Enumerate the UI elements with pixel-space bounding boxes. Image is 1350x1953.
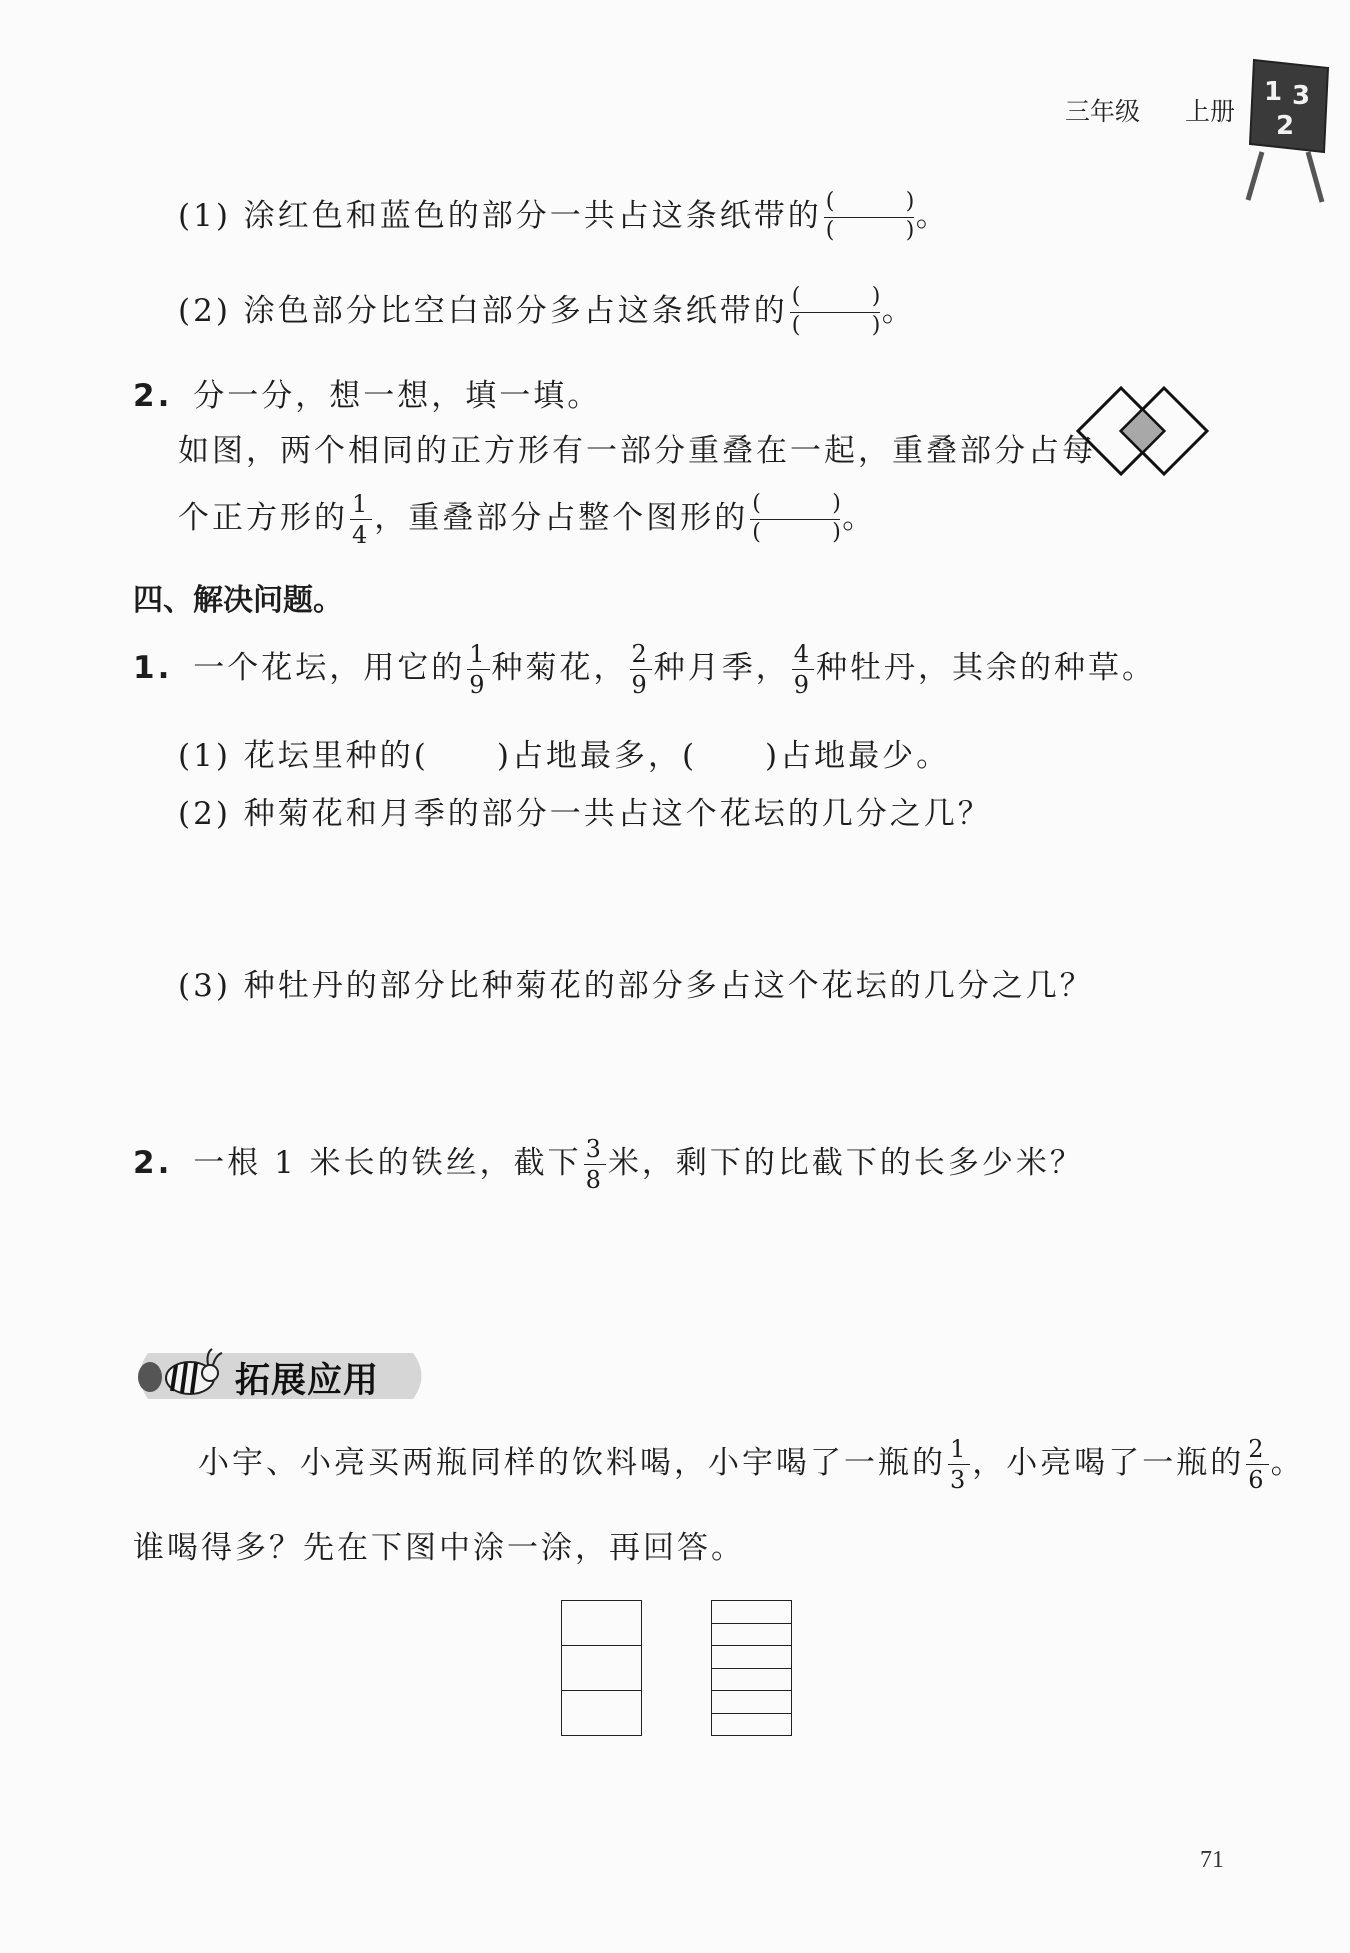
bottle-cell[interactable] bbox=[712, 1624, 791, 1647]
p1-sub3: (3) 种牡丹的部分比种菊花的部分多占这个花坛的几分之几？ bbox=[178, 968, 1094, 1004]
answer-blank-fraction[interactable]: ( ) ( ) bbox=[825, 189, 918, 243]
fraction-2-9: $\frac{2}{9}$ bbox=[631, 640, 650, 699]
q2-instruction: 分一分，想一想，填一填。 bbox=[193, 378, 602, 414]
q1-sub2-text: 涂色部分比空白部分多占这条纸带的 bbox=[243, 293, 788, 329]
fraction-1-3: $\frac{1}{3}$ bbox=[950, 1435, 969, 1494]
q2-line1: 如图，两个相同的正方形有一部分重叠在一起，重叠部分占每 bbox=[178, 433, 1096, 469]
q1-sub2: (2) 涂色部分比空白部分多占这条纸带的 ( ) ( ) 。 bbox=[178, 284, 916, 338]
page-number: 71 bbox=[1200, 1847, 1224, 1873]
p2-answer-area[interactable] bbox=[178, 1200, 1138, 1320]
volume-label: 上册 bbox=[1185, 97, 1236, 126]
bottle-cell[interactable] bbox=[562, 1646, 641, 1691]
p1-number: 1. bbox=[133, 650, 173, 686]
extension-line1: 小宇、小亮买两瓶同样的饮料喝，小宇喝了一瓶的 $\frac{1}{3}$ ，小亮喝了一瓶的 $\frac{2}{6}$ 。 bbox=[198, 1435, 1305, 1494]
bottle-cell[interactable] bbox=[562, 1601, 641, 1646]
badge-digit-1: 1 bbox=[1264, 77, 1283, 107]
fraction-one-quarter: $\frac{1}{4}$ bbox=[352, 490, 371, 549]
badge-digit-2: 2 bbox=[1276, 111, 1295, 141]
p1-statement: 1. 一个花坛，用它的 $\frac{1}{9}$ 种菊花， $\frac{2}{9}$ 种月季， $\frac{4}{9}$ 种牡丹，其余的种草。 bbox=[133, 640, 1157, 699]
grade-label: 三年级 bbox=[1065, 97, 1141, 126]
fraction-4-9: $\frac{4}{9}$ bbox=[793, 640, 813, 699]
p1-sub2: (2) 种菊花和月季的部分一共占这个花坛的几分之几？ bbox=[178, 796, 992, 832]
q2-heading bbox=[133, 370, 601, 415]
q2-line2: 个正方形的 $\frac{1}{4}$ ，重叠部分占整个图形的 ( ) ( ) 。 bbox=[178, 490, 877, 549]
q1-sub2-label: (2) bbox=[178, 293, 231, 329]
p1-sub1: (1) 花坛里种的( )占地最多，( )占地最少。 bbox=[178, 738, 951, 774]
bottle-cell[interactable] bbox=[712, 1691, 791, 1714]
extension-title: 拓展应用 bbox=[235, 1361, 380, 1401]
bottle-cell[interactable] bbox=[712, 1714, 791, 1736]
bottle-cell[interactable] bbox=[712, 1669, 791, 1692]
fraction-2-6: $\frac{2}{6}$ bbox=[1248, 1435, 1267, 1494]
p1-sub2-answer-area[interactable] bbox=[178, 840, 1138, 960]
fraction-3-8: $\frac{3}{8}$ bbox=[585, 1135, 604, 1194]
fraction-1-9: $\frac{1}{9}$ bbox=[469, 640, 488, 699]
p1-sub3-answer-area[interactable] bbox=[178, 1010, 1138, 1130]
overlapping-squares-diagram bbox=[1075, 385, 1210, 480]
extension-line2: 谁喝得多？先在下图中涂一涂，再回答。 bbox=[133, 1530, 745, 1566]
bottle-cell[interactable] bbox=[562, 1691, 641, 1735]
q1-sub1-label: (1) bbox=[178, 198, 231, 234]
bottle-cell[interactable] bbox=[712, 1646, 791, 1669]
q2-number: 2. bbox=[133, 378, 173, 414]
bottle-cell[interactable] bbox=[712, 1601, 791, 1624]
answer-blank-fraction[interactable]: ( ) ( ) bbox=[752, 491, 844, 545]
q1-sub1-text: 涂红色和蓝色的部分一共占这条纸带的 bbox=[243, 198, 822, 234]
badge-digit-3: 3 bbox=[1292, 81, 1311, 111]
section-4-title: 四、解决问题。 bbox=[133, 583, 343, 618]
answer-blank-fraction[interactable]: ( ) ( ) bbox=[791, 284, 884, 338]
p2-statement: 2. 一根 1 米长的铁丝，截下 $\frac{3}{8}$ 米，剩下的比截下的长多少米？ bbox=[133, 1135, 1084, 1194]
q1-sub1: (1) 涂红色和蓝色的部分一共占这条纸带的 ( ) ( ) 。 bbox=[178, 189, 950, 243]
chalkboard-badge-icon bbox=[1240, 52, 1332, 207]
bottle-sixths-grid[interactable] bbox=[711, 1600, 792, 1736]
p2-number: 2. bbox=[133, 1145, 173, 1181]
bottle-thirds-grid[interactable] bbox=[561, 1600, 642, 1736]
